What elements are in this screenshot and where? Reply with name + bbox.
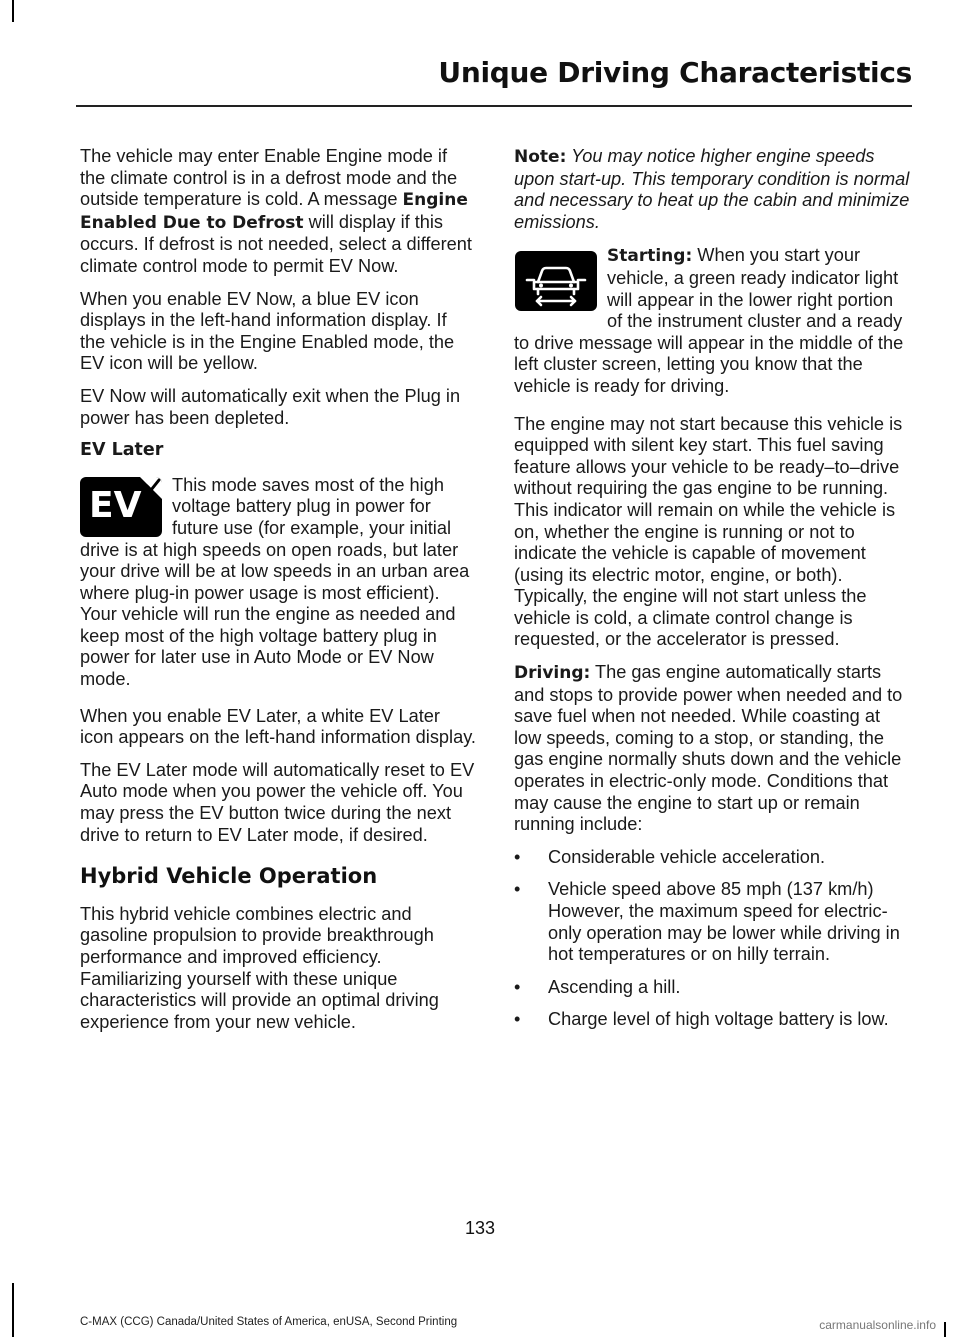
- paragraph-ev-later-enable: When you enable EV Later, a white EV Later icon appears on the left-hand information display.: [80, 705, 476, 748]
- list-item: • Ascending a hill.: [514, 977, 910, 999]
- text: When you start your vehicle, a green ready indicator light will appear in the lower right portion of the instrument cluster and a ready to drive message will appear in the middle of the left cluster screen, letting you know that the vehicle is ready for driving.: [514, 245, 904, 396]
- message-engine-enabled: Engine Enabled Due to Defrost: [80, 190, 468, 233]
- list-item: • Charge level of high voltage battery is low.: [514, 1009, 910, 1031]
- ready-to-drive-car-icon: [515, 251, 597, 311]
- note-text: You may notice higher engine speeds upon start-up. This temporary condition is normal and necessary to heat up the cabin and minimize emissions.: [514, 146, 910, 232]
- paragraph-defrost: [80, 146, 476, 278]
- paragraph-ev-later-reset: The EV Later mode will automatically reset to EV Auto mode when you power the vehicle off. You may press the EV button twice during the next drive to return to EV Later mode, if desired.: [80, 759, 475, 845]
- paragraph-driving: [514, 662, 910, 836]
- starting-label: Starting:: [607, 246, 693, 267]
- text: will display if this occurs. If defrost is not needed, select a different climate control mode to permit EV Now.: [80, 211, 472, 276]
- driving-label: Driving:: [514, 663, 591, 684]
- note: [514, 146, 910, 233]
- ev-later-icon: [80, 477, 162, 537]
- page-number: 133: [464, 1218, 496, 1238]
- watermark: carmanualsonline.info: [819, 1318, 936, 1332]
- page-title: Unique Driving Characteristics: [438, 56, 912, 89]
- text: The vehicle may enter Enable Engine mode if the climate control is in a defrost mode and the outside temperature is cold. A message: [80, 146, 458, 210]
- right-column: [514, 146, 910, 1042]
- header-rule: [76, 105, 912, 107]
- text: The gas engine automatically starts and stops to provide power when needed and to save fuel when not needed. While coasting at low speeds, coming to a stop, or standing, the gas engine normally shuts down and the vehicle operates in electric-only mode. Conditions that may cause the engine to start up or remain running include:: [514, 662, 903, 835]
- note-label: Note:: [514, 147, 567, 167]
- paragraph-starting: [514, 245, 910, 397]
- car-arrows-icon: [515, 251, 597, 311]
- paragraph-ev-later: [80, 475, 476, 691]
- paragraph-silent-key-start: The engine may not start because this vehicle is equipped with silent key start. This fuel saving feature allows your vehicle to be ready–to–drive without requiring the gas engine to be running. This indicator will remain on while the vehicle is on, whether the engine is running or not to indicate the vehicle is capable of movement (using its electric motor, engine, or both). Typically, the engine will not start unless the vehicle is cold, a climate control change is requested, or the accelerator is pressed.: [514, 413, 903, 650]
- crop-mark-bottom-right: [944, 1322, 946, 1337]
- section-heading: Hybrid Vehicle Operation: [80, 864, 378, 889]
- list-item: • Vehicle speed above 85 mph (137 km/h) However, the maximum speed for electric-only operation may be lower while driving in hot temperatures or on hilly terrain.: [514, 879, 910, 965]
- footer-text: C-MAX (CCG) Canada/United States of America, enUSA, Second Printing: [80, 1316, 458, 1328]
- ev-icon-label: EV: [89, 484, 142, 526]
- list-item: • Considerable vehicle acceleration.: [514, 847, 910, 869]
- crop-mark-top-left: [12, 0, 14, 22]
- crop-mark-bottom-left: [12, 1283, 14, 1337]
- engine-start-conditions-list: [514, 847, 910, 1031]
- text: This mode saves most of the high voltage battery plug in power for future use (for example, your initial drive is at high speeds on open roads, but later your drive will be at low speeds in an urban area where plug-in power usage is most efficient). Your vehicle will run the engine as needed and keep most of the high voltage battery plug in power for later use in Auto Mode or EV Now mode.: [80, 474, 470, 690]
- subheading-ev-later: EV Later: [80, 440, 164, 461]
- left-column: [80, 146, 476, 1044]
- paragraph-ev-now-exit: EV Now will automatically exit when the Plug in power has been depleted.: [80, 385, 461, 428]
- checkmark-icon: [138, 477, 162, 499]
- paragraph-ev-now-icon: When you enable EV Now, a blue EV icon displays in the left-hand information display. If the vehicle is in the Engine Enabled mode, the EV icon will be yellow.: [80, 288, 455, 374]
- paragraph-hybrid-intro: This hybrid vehicle combines electric and gasoline propulsion to provide breakthrough performance and improved efficiency. Familiarizing yourself with these unique characteristics will provide an optimal driving experience from your new vehicle.: [80, 903, 439, 1032]
